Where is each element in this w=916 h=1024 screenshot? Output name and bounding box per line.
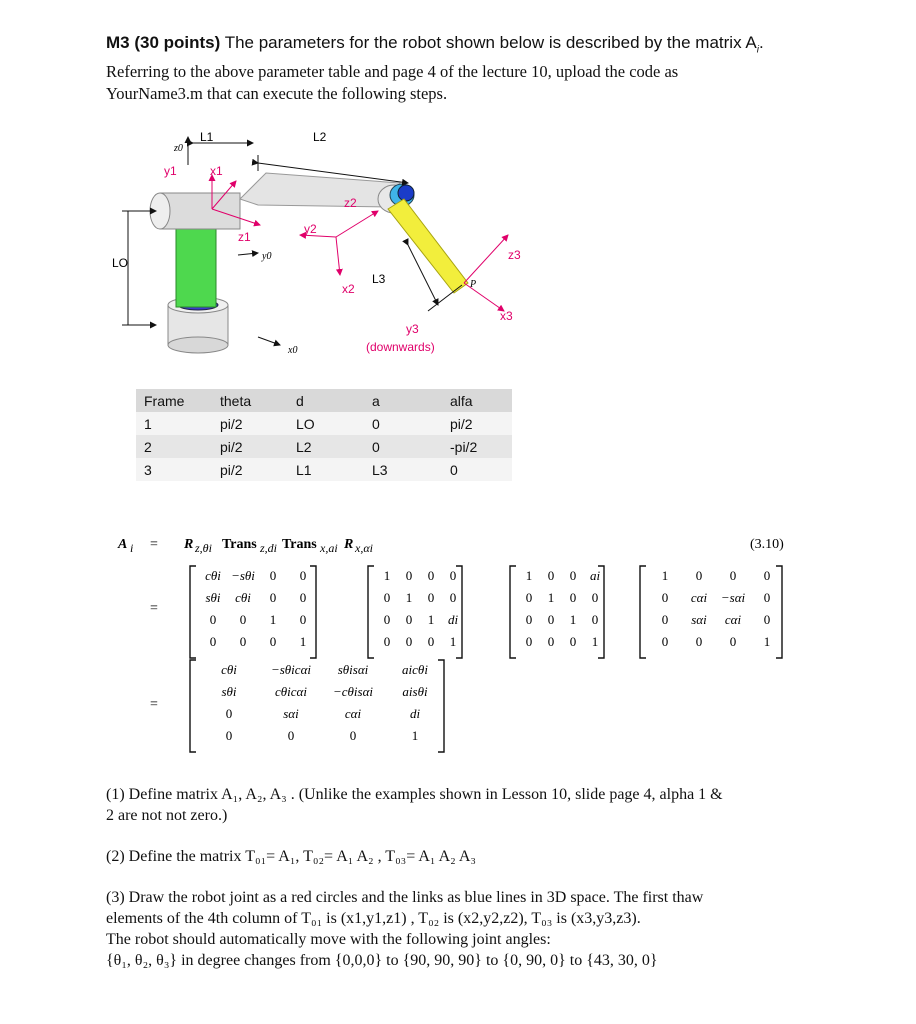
robot-figure: [108, 125, 538, 365]
matrix-result-cell: −sθicαi: [270, 662, 312, 677]
matrix-transx-cell: 1: [569, 612, 577, 627]
matrix-transx-cell: 0: [569, 568, 577, 583]
matrix-rotx-cell: 0: [729, 568, 737, 583]
label-x3: x3: [500, 309, 513, 323]
matrix-transx-cell: 0: [591, 590, 599, 605]
robot-column: [176, 217, 216, 307]
eq-number: (3.10): [750, 537, 784, 552]
matrix-transx-cell: 0: [525, 590, 533, 605]
matrix-rotz-cell: 0: [269, 634, 277, 649]
label-z1: z1: [238, 230, 251, 244]
header-theta: theta: [212, 389, 288, 412]
matrix-transx-cell: 0: [569, 634, 577, 649]
matrix-bracket: [190, 660, 196, 752]
matrix-rotz-cell: 0: [299, 590, 307, 605]
matrix-rotz-cell: 0: [299, 568, 307, 583]
label-x2: x2: [342, 282, 355, 296]
matrix-transz-cell: 1: [405, 590, 413, 605]
matrix-result-cell: cαi: [344, 706, 362, 721]
label-x0: x0: [288, 345, 298, 356]
matrix-transx-cell: 0: [547, 612, 555, 627]
matrix-rotx-cell: 0: [763, 590, 771, 605]
matrix-rotx-cell: 0: [695, 568, 703, 583]
matrix-result-cell: −cθisαi: [332, 684, 374, 699]
matrix-result-cell: sθisαi: [337, 662, 369, 677]
matrix-result-cell: di: [409, 706, 421, 721]
matrix-bracket: [640, 566, 646, 658]
matrix-result-cell: sαi: [283, 706, 299, 721]
header-line-1: M3 (30 points) The parameters for the robot shown below is described by the matrix $A_i$.: [106, 33, 764, 56]
table-header-row: [136, 389, 512, 412]
eq-transx: Trans: [282, 537, 317, 552]
label-p: P: [470, 279, 477, 290]
question-1-line-1: (1) Define matrix A₁, A₂, A₃ . (Unlike the examples shown in Lesson 10, slide page 4, alpha 1 &: [106, 786, 723, 803]
label-l0: LO: [112, 256, 129, 270]
matrix-transx-cell: 0: [591, 612, 599, 627]
matrix-result-cell: 1: [411, 728, 419, 743]
dh-parameter-table: [136, 389, 512, 481]
eq-rotx: R: [344, 537, 354, 552]
label-y0: y0: [262, 251, 272, 262]
matrix-transz-cell: 0: [449, 590, 457, 605]
header-a: a: [364, 389, 442, 412]
label-z2: z2: [344, 196, 357, 210]
questions-section: [106, 784, 826, 971]
header-line-3: YourName3.m that can execute the following steps.: [106, 84, 448, 104]
question-3-line-3: The robot should automatically move with the following joint angles:: [106, 931, 551, 948]
header-line-2: Referring to the above parameter table and page 4 of the lecture 10, upload the code as: [106, 62, 679, 82]
matrix-rotx-cell: 0: [661, 634, 669, 649]
matrix-rotx-cell: 0: [695, 634, 703, 649]
matrix-result-cell: cθi: [221, 662, 237, 677]
matrix-transx-cell: ai: [589, 568, 601, 583]
table-row: 3 pi/2 L1 L3 0: [136, 458, 512, 481]
upper-link: [240, 173, 400, 207]
matrix-result-cell: 0: [225, 728, 233, 743]
label-l1: L1: [200, 130, 214, 144]
label-l2: L2: [313, 130, 327, 144]
label-y3: y3: [406, 322, 419, 336]
matrix-rotx-cell: 0: [763, 612, 771, 627]
matrix-rotz-cell: 0: [209, 612, 217, 627]
matrix-transx-cell: 0: [525, 634, 533, 649]
matrix-result-cell: 0: [287, 728, 295, 743]
matrix-transz-cell: 0: [383, 634, 391, 649]
matrix-transz-cell: 1: [449, 634, 457, 649]
matrix-rotz-cell: 1: [269, 612, 277, 627]
matrix-transz-cell: 1: [427, 612, 435, 627]
matrix-transz-cell: 0: [427, 568, 435, 583]
matrix-transx-cell: 1: [591, 634, 599, 649]
matrix-rotx-cell: cαi: [690, 590, 708, 605]
svg-text:z,di: z,di: [260, 541, 278, 555]
matrix-transz-cell: 0: [427, 590, 435, 605]
matrix-rotz-cell: −sθi: [231, 568, 255, 583]
matrix-bracket: [190, 566, 196, 658]
matrix-group: [190, 566, 782, 752]
label-downwards: (downwards): [366, 340, 435, 354]
svg-text:z,θi: z,θi: [195, 541, 212, 555]
table-row: 1 pi/2 LO 0 pi/2: [136, 412, 512, 435]
table-row: 2 pi/2 L2 0 -pi/2: [136, 435, 512, 458]
header-d: d: [288, 389, 364, 412]
label-y1: y1: [164, 164, 177, 178]
svg-text:x,ai: x,ai: [320, 541, 338, 555]
matrix-transz-cell: 0: [405, 634, 413, 649]
matrix-transz-cell: 0: [427, 634, 435, 649]
matrix-rotx-cell: 1: [661, 568, 669, 583]
question-1-line-2: 2 are not not zero.): [106, 807, 228, 824]
matrix-rotx-cell: cαi: [724, 612, 742, 627]
matrix-rotz-cell: sθi: [205, 590, 221, 605]
header-alfa: alfa: [442, 389, 512, 412]
matrix-rotx-cell: 0: [763, 568, 771, 583]
question-3-line-4: {θ₁, θ₂, θ₃} in degree changes from {0,0,0} to {90, 90, 90} to {0, 90, 0} to {43, 30, 0}: [106, 952, 658, 969]
label-y2: y2: [304, 222, 317, 236]
matrix-rotz-cell: 0: [239, 634, 247, 649]
eq-equals-1: =: [150, 537, 158, 552]
forearm-link: [388, 199, 468, 293]
matrix-transx-cell: 0: [547, 568, 555, 583]
matrix-rotz-cell: 0: [209, 634, 217, 649]
matrix-rotz-cell: 0: [299, 612, 307, 627]
matrix-rotx-cell: −sαi: [720, 590, 746, 605]
matrix-transx-cell: 0: [547, 634, 555, 649]
eq-equals-3: =: [150, 697, 158, 712]
matrix-transz-cell: 0: [405, 568, 413, 583]
matrix-bracket: [310, 566, 316, 658]
matrix-transz-cell: 0: [383, 612, 391, 627]
matrix-result-cell: 0: [349, 728, 357, 743]
problem-header: [106, 32, 826, 105]
matrix-transx-cell: 0: [525, 612, 533, 627]
matrix-rotz-cell: cθi: [205, 568, 221, 583]
matrix-result-cell: sθi: [221, 684, 237, 699]
question-3-line-1: (3) Draw the robot joint as a red circles and the links as blue lines in 3D space. The first thaw: [106, 889, 704, 906]
label-x1: x1: [210, 164, 223, 178]
matrix-rotx-cell: 1: [763, 634, 771, 649]
matrix-transx-cell: 0: [569, 590, 577, 605]
matrix-rotx-cell: sαi: [691, 612, 707, 627]
matrix-rotz-cell: 0: [269, 590, 277, 605]
eq-transz: Trans: [222, 537, 257, 552]
eq-lhs: A: [118, 537, 128, 552]
matrix-transx-cell: 1: [547, 590, 555, 605]
matrix-transz-cell: 1: [383, 568, 391, 583]
matrix-rotx-cell: 0: [729, 634, 737, 649]
matrix-result-cell: cθicαi: [275, 684, 307, 699]
eq-lhs-sub: i: [130, 541, 134, 555]
label-l3: L3: [372, 272, 386, 286]
matrix-rotz-cell: cθi: [235, 590, 251, 605]
equation-3-10: [100, 520, 810, 760]
matrix-bracket: [438, 660, 444, 752]
eq-equals-2: =: [150, 601, 158, 616]
problem-title: M3 (30 points): [106, 33, 221, 52]
question-2: (2) Define the matrix T₀₁= A₁, T₀₂= A₁ A₂ , T₀₃= A₁ A₂ A₃: [106, 848, 476, 865]
matrix-rotz-cell: 1: [299, 634, 307, 649]
matrix-transz-cell: 0: [449, 568, 457, 583]
matrix-transz-cell: di: [447, 612, 459, 627]
matrix-result-cell: aisθi: [402, 684, 428, 699]
matrix-transz-cell: 0: [383, 590, 391, 605]
label-z0: z0: [174, 143, 183, 154]
label-z3: z3: [508, 248, 521, 262]
question-3-line-2: elements of the 4th column of T₀₁ is (x1,y1,z1) , T₀₂ is (x2,y2,z2), T₀₃ is (x3,y3,z3).: [106, 910, 641, 927]
matrix-bracket: [776, 566, 782, 658]
matrix-rotx-cell: 0: [661, 612, 669, 627]
eq-rotz: R: [184, 537, 194, 552]
matrix-rotz-cell: 0: [269, 568, 277, 583]
matrix-transz-cell: 0: [405, 612, 413, 627]
matrix-result-cell: 0: [225, 706, 233, 721]
matrix-result-cell: aicθi: [402, 662, 428, 677]
matrix-rotx-cell: 0: [661, 590, 669, 605]
matrix-transx-cell: 1: [525, 568, 533, 583]
matrix-rotz-cell: 0: [239, 612, 247, 627]
svg-text:x,αi: x,αi: [355, 541, 373, 555]
matrix-bracket: [510, 566, 516, 658]
shoulder-joint: [150, 193, 240, 229]
matrix-bracket: [368, 566, 374, 658]
header-frame: Frame: [136, 389, 212, 412]
